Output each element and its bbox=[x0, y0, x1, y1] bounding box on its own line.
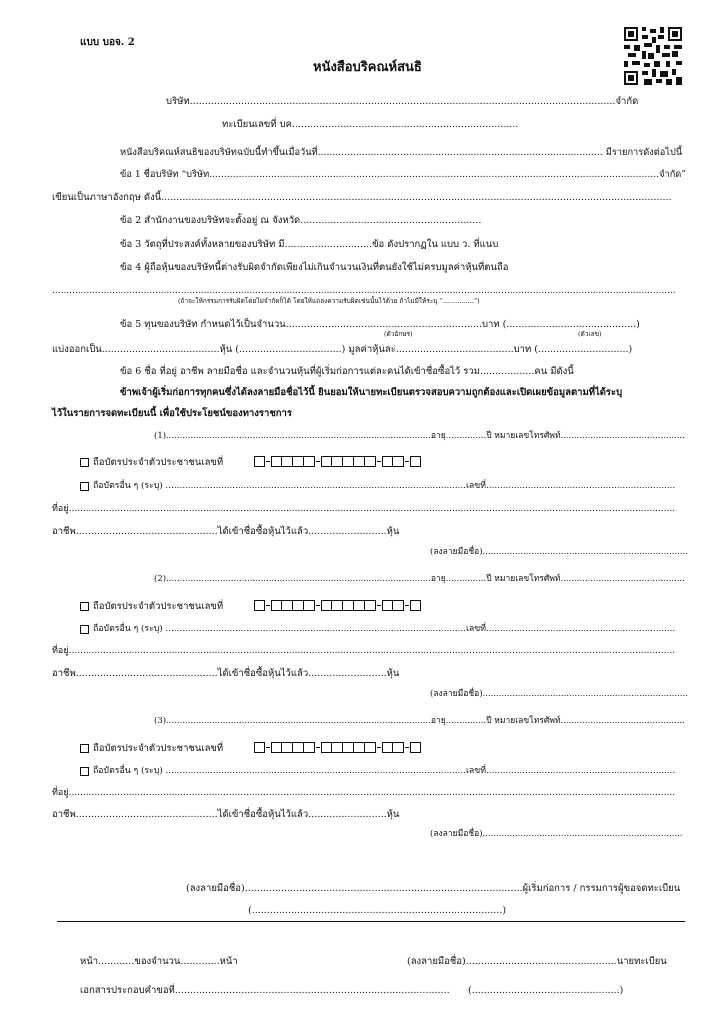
qr-code-icon bbox=[624, 27, 682, 85]
promoter-2-other-card-checkbox[interactable] bbox=[80, 625, 89, 634]
page-count-line: หน้า............ของจำนวน.............หน้า bbox=[80, 956, 238, 967]
promoter-2-name-line: (2)..................................................................................................อายุ...............ปี หมายเลขโทรศัพท์.............................................. bbox=[154, 574, 685, 584]
footer-divider bbox=[57, 921, 685, 922]
promoter-3-signature-line: (ลงลายมือชื่อ).......................................................................... bbox=[430, 829, 683, 839]
promoter-2-address-line: ที่อยู่.................................................................................................................................................................................................................... bbox=[52, 646, 676, 656]
clause-1-english: เขียนเป็นภาษาอังกฤษ ดังนี้......................................................................................................................................................................... bbox=[52, 192, 672, 203]
promoter-1-id-card-checkbox[interactable] bbox=[80, 458, 89, 467]
promoter-3-name-line: (3)..................................................................................................อายุ...............ปี หมายเลขโทรศัพท์.............................................. bbox=[154, 716, 685, 726]
promoter-3-id-card-checkbox[interactable] bbox=[80, 744, 89, 753]
promoter-3-id-number-boxes[interactable] bbox=[254, 741, 421, 754]
form-code: แบบ บอจ. 2 bbox=[80, 37, 135, 48]
promoter-1-other-card-checkbox[interactable] bbox=[80, 482, 89, 491]
clause-4-note: (ถ้าจะให้กรรมการรับผิดโดยไม่จำกัดก็ได้ โดยให้แถลงความรับผิดเช่นนั้นไว้ด้วย ถ้าไม่มีให้ระบุ “...............”) bbox=[178, 297, 480, 305]
clause-2: ข้อ 2 สำนักงานของบริษัทจะตั้งอยู่ ณ จังหวัด............................................................ bbox=[120, 215, 482, 226]
promoter-2-other-card-line: ถือบัตรอื่น ๆ (ระบุ) ............................................................................................................เลขที่.................................................................... bbox=[93, 624, 676, 634]
promoter-1-address-line: ที่อยู่.................................................................................................................................................................................................................... bbox=[52, 504, 676, 514]
promoter-1-id-card-label: ถือบัตรประจำตัวประชาชนเลขที่ bbox=[93, 457, 224, 468]
promoter-3-id-card-label: ถือบัตรประจำตัวประชาชนเลขที่ bbox=[93, 743, 224, 754]
clause-5-shares: แบ่งออกเป็น.......................................หุ้น (..................................) มูลค่าหุ้นละ.......................................บาท (..............................) bbox=[52, 344, 633, 355]
attachment-number-line: เอกสารประกอบคำขอที่........................................................................................... bbox=[80, 985, 450, 996]
promoter-2-signature-line: (ลงลายมือชื่อ)............................................................................ bbox=[430, 689, 688, 699]
promoter-3-occupation-line: อาชีพ...............................................ได้เข้าชื่อซื้อหุ้นไว้แล้ว..........................หุ้น bbox=[52, 809, 400, 820]
promoter-1-signature-line: (ลงลายมือชื่อ)............................................................................ bbox=[430, 547, 688, 557]
consent-line-2: ไว้ในรายการจดทะเบียนนี้ เพื่อใช้ประโยชน์ของทางราชการ bbox=[52, 408, 292, 419]
consent-line-1: ข้าพเจ้าผู้เริ่มก่อการทุกคนซึ่งได้ลงลายมือชื่อไว้นี้ ยินยอมให้นายทะเบียนตรวจสอบความถูกต้องและเปิดเผยข้อมูลตามที่ได้ระบุ bbox=[120, 387, 623, 398]
final-signature-line: (ลงลายมือชื่อ)............................................................................................ผู้เริ่มก่อการ / กรรมการผู้ขอจดทะเบียน bbox=[186, 883, 681, 894]
promoter-1-occupation-line: อาชีพ...............................................ได้เข้าชื่อซื้อหุ้นไว้แล้ว..........................หุ้น bbox=[52, 526, 400, 537]
promoter-3-other-card-checkbox[interactable] bbox=[80, 767, 89, 776]
promoter-3-other-card-line: ถือบัตรอื่น ๆ (ระบุ) ............................................................................................................เลขที่.................................................................... bbox=[93, 766, 676, 776]
promoter-2-id-card-label: ถือบัตรประจำตัวประชาชนเลขที่ bbox=[93, 601, 224, 612]
page-title: หนังสือบริคณห์สนธิ bbox=[313, 60, 422, 75]
clause-4: ข้อ 4 ผู้ถือหุ้นของบริษัทนี้ต่างรับผิดจำกัดเพียงไม่เกินจำนวนเงินที่ตนยังใช้ไม่ครบมูลค่าหุ้นที่ตนถือ bbox=[120, 262, 509, 273]
clause-5: ข้อ 5 ทุนของบริษัท กำหนดไว้เป็นจำนวน.................................................................บาท (...........................................) bbox=[120, 319, 640, 330]
promoter-1-name-line: (1)..................................................................................................อายุ...............ปี หมายเลขโทรศัพท์.............................................. bbox=[154, 431, 685, 441]
clause-3: ข้อ 3 วัตถุที่ประสงค์ทั้งหลายของบริษัท มี.............................ข้อ ดังปรากฏใน แบบ ว. ที่แนบ bbox=[120, 239, 499, 250]
promoter-2-occupation-line: อาชีพ...............................................ได้เข้าชื่อซื้อหุ้นไว้แล้ว..........................หุ้น bbox=[52, 668, 400, 679]
clause-5-text-note: (ตัวอักษร) bbox=[384, 330, 413, 338]
promoter-2-id-number-boxes[interactable] bbox=[254, 599, 421, 612]
registration-line: ทะเบียนเลขที่ บค........................................................................... bbox=[222, 119, 519, 130]
memorandum-intro: หนังสือบริคณห์สนธิของบริษัทฉบับนี้ทำขึ้นเมื่อวันที่................................................................................................. มีรายการดังต่อไปนี้ bbox=[120, 147, 683, 158]
promoter-1-other-card-line: ถือบัตรอื่น ๆ (ระบุ) ............................................................................................................เลขที่.................................................................... bbox=[93, 481, 676, 491]
clause-5-number-note: (ตัวเลข) bbox=[578, 330, 602, 338]
promoter-2-id-card-checkbox[interactable] bbox=[80, 602, 89, 611]
promoter-3-address-line: ที่อยู่.................................................................................................................................................................................................................... bbox=[52, 788, 676, 798]
clause-4-line: .......................................................................................................................................................................................................................... bbox=[52, 286, 676, 296]
final-signature-name-line: (...................................................................................) bbox=[248, 905, 507, 916]
registrar-signature-line: (ลงลายมือชื่อ)..................................................นายทะเบียน bbox=[407, 956, 667, 967]
clause-6: ข้อ 6 ชื่อ ที่อยู่ อาชีพ ลายมือชื่อ และจำนวนหุ้นที่ผู้เริ่มก่อการแต่ละคนได้เข้าชื่อซื้อไว้ รวม..................คน มีดังนี้ bbox=[120, 366, 574, 377]
registrar-name-line: (.................................................) bbox=[468, 985, 624, 996]
company-name-line: บริษัท.............................................................................................................................................จำกัด bbox=[166, 96, 639, 107]
promoter-1-id-number-boxes[interactable] bbox=[254, 455, 421, 468]
clause-1: ข้อ 1 ชื่อบริษัท “บริษัท.........................................................................................................................................................จำกัด” bbox=[120, 169, 687, 180]
